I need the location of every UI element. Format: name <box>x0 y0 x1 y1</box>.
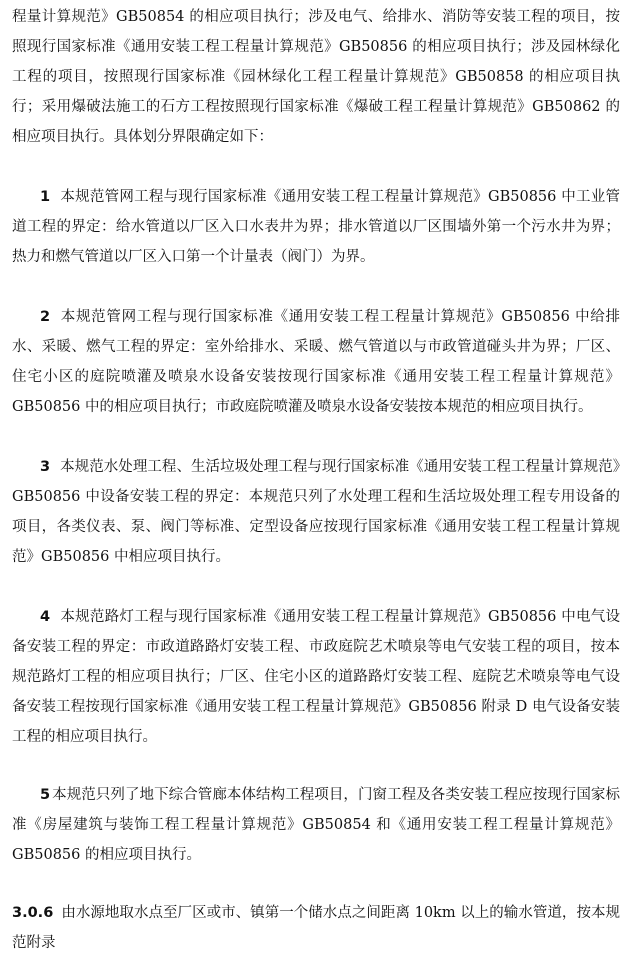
paragraph-item-4-text: 本规范路灯工程与现行国家标准《通用安装工程工程量计算规范》GB50856 中电气设备安装工程的界定：市政道路路灯安装工程、市政庭院艺术喷泉等电气安装工程的项目，按本规范路灯工程的相应项目执行；厂区、住宅小区的道路路灯安装工程、庭院艺术喷泉等电气设备安装工程按现行国家标准《通用安装工程工程量计算规范》GB50856 附录 D 电气设备安装工程的相应项目执行。 <box>12 609 620 745</box>
spacer <box>12 870 620 898</box>
paragraph-item-5 <box>12 780 620 870</box>
paragraph-item-3-text: 本规范水处理工程、生活垃圾处理工程与现行国家标准《通用安装工程工程量计算规范》GB50856 中设备安装工程的界定：本规范只列了水处理工程和生活垃圾处理工程专用设备的项目，各类仪表、泵、阀门等标准、定型设备应按现行国家标准《通用安装工程工程量计算规范》GB50856 中相应项目执行。 <box>12 459 620 565</box>
item-number-2: 2 <box>40 309 51 325</box>
item-number-5: 5 <box>40 787 51 803</box>
clause-number: 3.0.6 <box>12 905 54 921</box>
paragraph-item-5-text: 本规范只列了地下综合管廊本体结构工程项目，门窗工程及各类安装工程应按现行国家标准《房屋建筑与装饰工程工程量计算规范》GB50854 和《通用安装工程工程量计算规范》GB50856 的相应项目执行。 <box>12 787 620 863</box>
spacer <box>12 422 620 452</box>
item-number-1: 1 <box>40 189 51 205</box>
item-number-3: 3 <box>40 459 51 475</box>
paragraph-item-2-text: 本规范管网工程与现行国家标准《通用安装工程工程量计算规范》GB50856 中给排水、采暖、燃气工程的界定：室外给排水、采暖、燃气管道以与市政管道碰头井为界；厂区、住宅小区的庭院喷灌及喷泉水设备安装按现行国家标准《通用安装工程工程量计算规范》GB50856 中的相应项目执行；市政庭院喷灌及喷泉水设备安装按本规范的相应项目执行。 <box>12 309 620 415</box>
item-number-4: 4 <box>40 609 51 625</box>
paragraph-intro-text: 程量计算规范》GB50854 的相应项目执行；涉及电气、给排水、消防等安装工程的项目，按照现行国家标准《通用安装工程工程量计算规范》GB50856 的相应项目执行；涉及园林绿化工程的项目，按照现行国家标准《园林绿化工程工程量计算规范》GB50858 的相应项目执行；采用爆破法施工的石方工程按照现行国家标准《爆破工程工程量计算规范》GB50862 的相应项目执行。具体划分界限确定如下： <box>12 9 620 145</box>
spacer <box>12 152 620 182</box>
paragraph-item-2 <box>12 302 620 422</box>
spacer <box>12 572 620 602</box>
paragraph-item-4 <box>12 602 620 752</box>
paragraph-item-3 <box>12 452 620 572</box>
clause-3-0-6 <box>12 898 620 958</box>
spacer <box>12 272 620 302</box>
paragraph-item-1-text: 本规范管网工程与现行国家标准《通用安装工程工程量计算规范》GB50856 中工业管道工程的界定：给水管道以厂区入口水表井为界；排水管道以厂区围墙外第一个污水井为界；热力和燃气管道以厂区入口第一个计量表（阀门）为界。 <box>12 189 620 265</box>
paragraph-intro <box>12 0 620 152</box>
clause-3-0-6-text: 由水源地取水点至厂区或市、镇第一个储水点之间距离 10km 以上的输水管道，按本规范附录 <box>12 905 620 951</box>
paragraph-item-1 <box>12 182 620 272</box>
spacer <box>12 752 620 780</box>
